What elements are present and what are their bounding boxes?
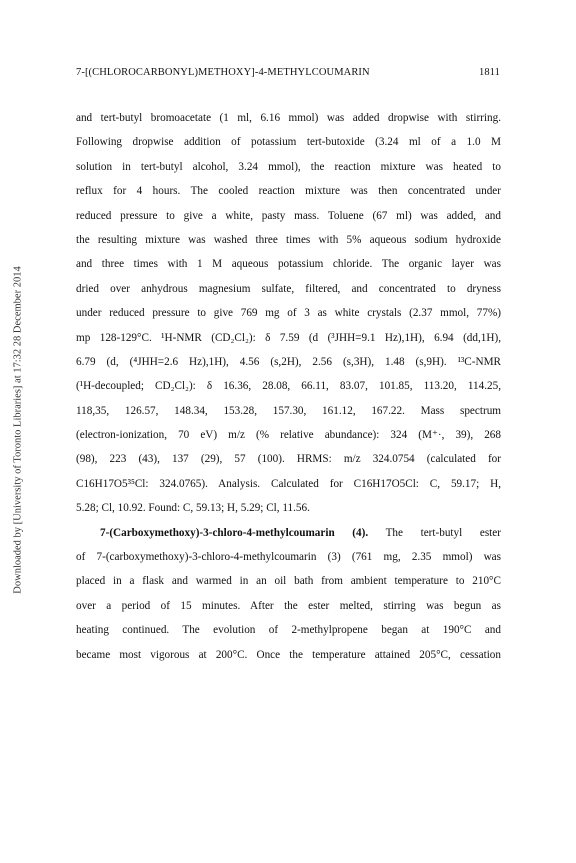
text-line: dried over anhydrous magnesium sulfate, filtered, and concentrated to dryness bbox=[76, 282, 501, 295]
text-line: became most vigorous at 200°C. Once the temperature attained 205°C, cessation bbox=[76, 648, 501, 661]
text-line: C16H17O5³⁵Cl: 324.0765). Analysis. Calculated for C16H17O5Cl: C, 59.17; H, bbox=[76, 477, 501, 490]
text-line bbox=[76, 521, 501, 545]
heading-continuation: The tert-butyl ester bbox=[385, 526, 501, 539]
paragraph-experimental-3 bbox=[76, 106, 501, 521]
text-line: under reduced pressure to give 769 mg of 3 as white crystals (2.37 mmol, 77%) bbox=[76, 307, 501, 320]
text-line: (electron-ionization, 70 eV) m/z (% relative abundance): 324 (M⁺·, 39), 268 bbox=[76, 429, 501, 442]
text-line: placed in a flask and warmed in an oil bath from ambient temperature to 210°C bbox=[76, 575, 501, 588]
article-body bbox=[76, 106, 501, 667]
text-line: (¹H-decoupled; CD₂Cl₂): δ 16.36, 28.08, 66.11, 83.07, 101.85, 113.20, 114.25, bbox=[76, 380, 501, 393]
text-line: solution in tert-butyl alcohol, 3.24 mmol), the reaction mixture was heated to bbox=[76, 160, 501, 173]
running-head-title: 7-[(CHLOROCARBONYL)METHOXY]-4-METHYLCOUMARIN bbox=[76, 67, 370, 78]
running-header bbox=[76, 67, 500, 83]
text-line: and three times with 1 M aqueous potassium chloride. The organic layer was bbox=[76, 258, 501, 271]
text-line: 118,35, 126.57, 148.34, 153.28, 157.30, 161.12, 167.22. Mass spectrum bbox=[76, 404, 501, 417]
section-heading: 7-(Carboxymethoxy)-3-chloro-4-methylcoumarin (4). bbox=[100, 526, 369, 539]
text-line: (98), 223 (43), 137 (29), 57 (100). HRMS: m/z 324.0754 (calculated for bbox=[76, 453, 501, 466]
text-line: Following dropwise addition of potassium tert-butoxide (3.24 ml of a 1.0 M bbox=[76, 136, 501, 149]
text-line: reduced pressure to give a white, pasty mass. Toluene (67 ml) was added, and bbox=[76, 209, 501, 222]
text-line: mp 128-129°C. ¹H-NMR (CD₂Cl₂): δ 7.59 (d (³JHH=9.1 Hz),1H), 6.94 (dd,1H), bbox=[76, 331, 501, 344]
text-line: over a period of 15 minutes. After the ester melted, stirring was begun as bbox=[76, 599, 501, 612]
download-notice: Downloaded by [University of Toronto Libraries] at 17:32 28 December 2014 bbox=[12, 266, 24, 594]
text-line: of 7-(carboxymethoxy)-3-chloro-4-methylcoumarin (3) (761 mg, 2.35 mmol) was bbox=[76, 551, 501, 564]
paragraph-experimental-4 bbox=[76, 521, 501, 667]
text-line: 6.79 (d, (⁴JHH=2.6 Hz),1H), 4.56 (s,2H), 2.56 (s,3H), 1.48 (s,9H). ¹³C-NMR bbox=[76, 355, 501, 368]
text-line: and tert-butyl bromoacetate (1 ml, 6.16 mmol) was added dropwise with stirring. bbox=[76, 112, 501, 124]
page-number: 1811 bbox=[478, 67, 500, 78]
text-line: heating continued. The evolution of 2-methylpropene began at 190°C and bbox=[76, 624, 501, 637]
text-line: 5.28; Cl, 10.92. Found: C, 59.13; H, 5.29; Cl, 11.56. bbox=[76, 502, 310, 515]
text-line: reflux for 4 hours. The cooled reaction mixture was then concentrated under bbox=[76, 185, 501, 198]
text-line: the resulting mixture was washed three times with 5% aqueous sodium hydroxide bbox=[76, 233, 501, 246]
